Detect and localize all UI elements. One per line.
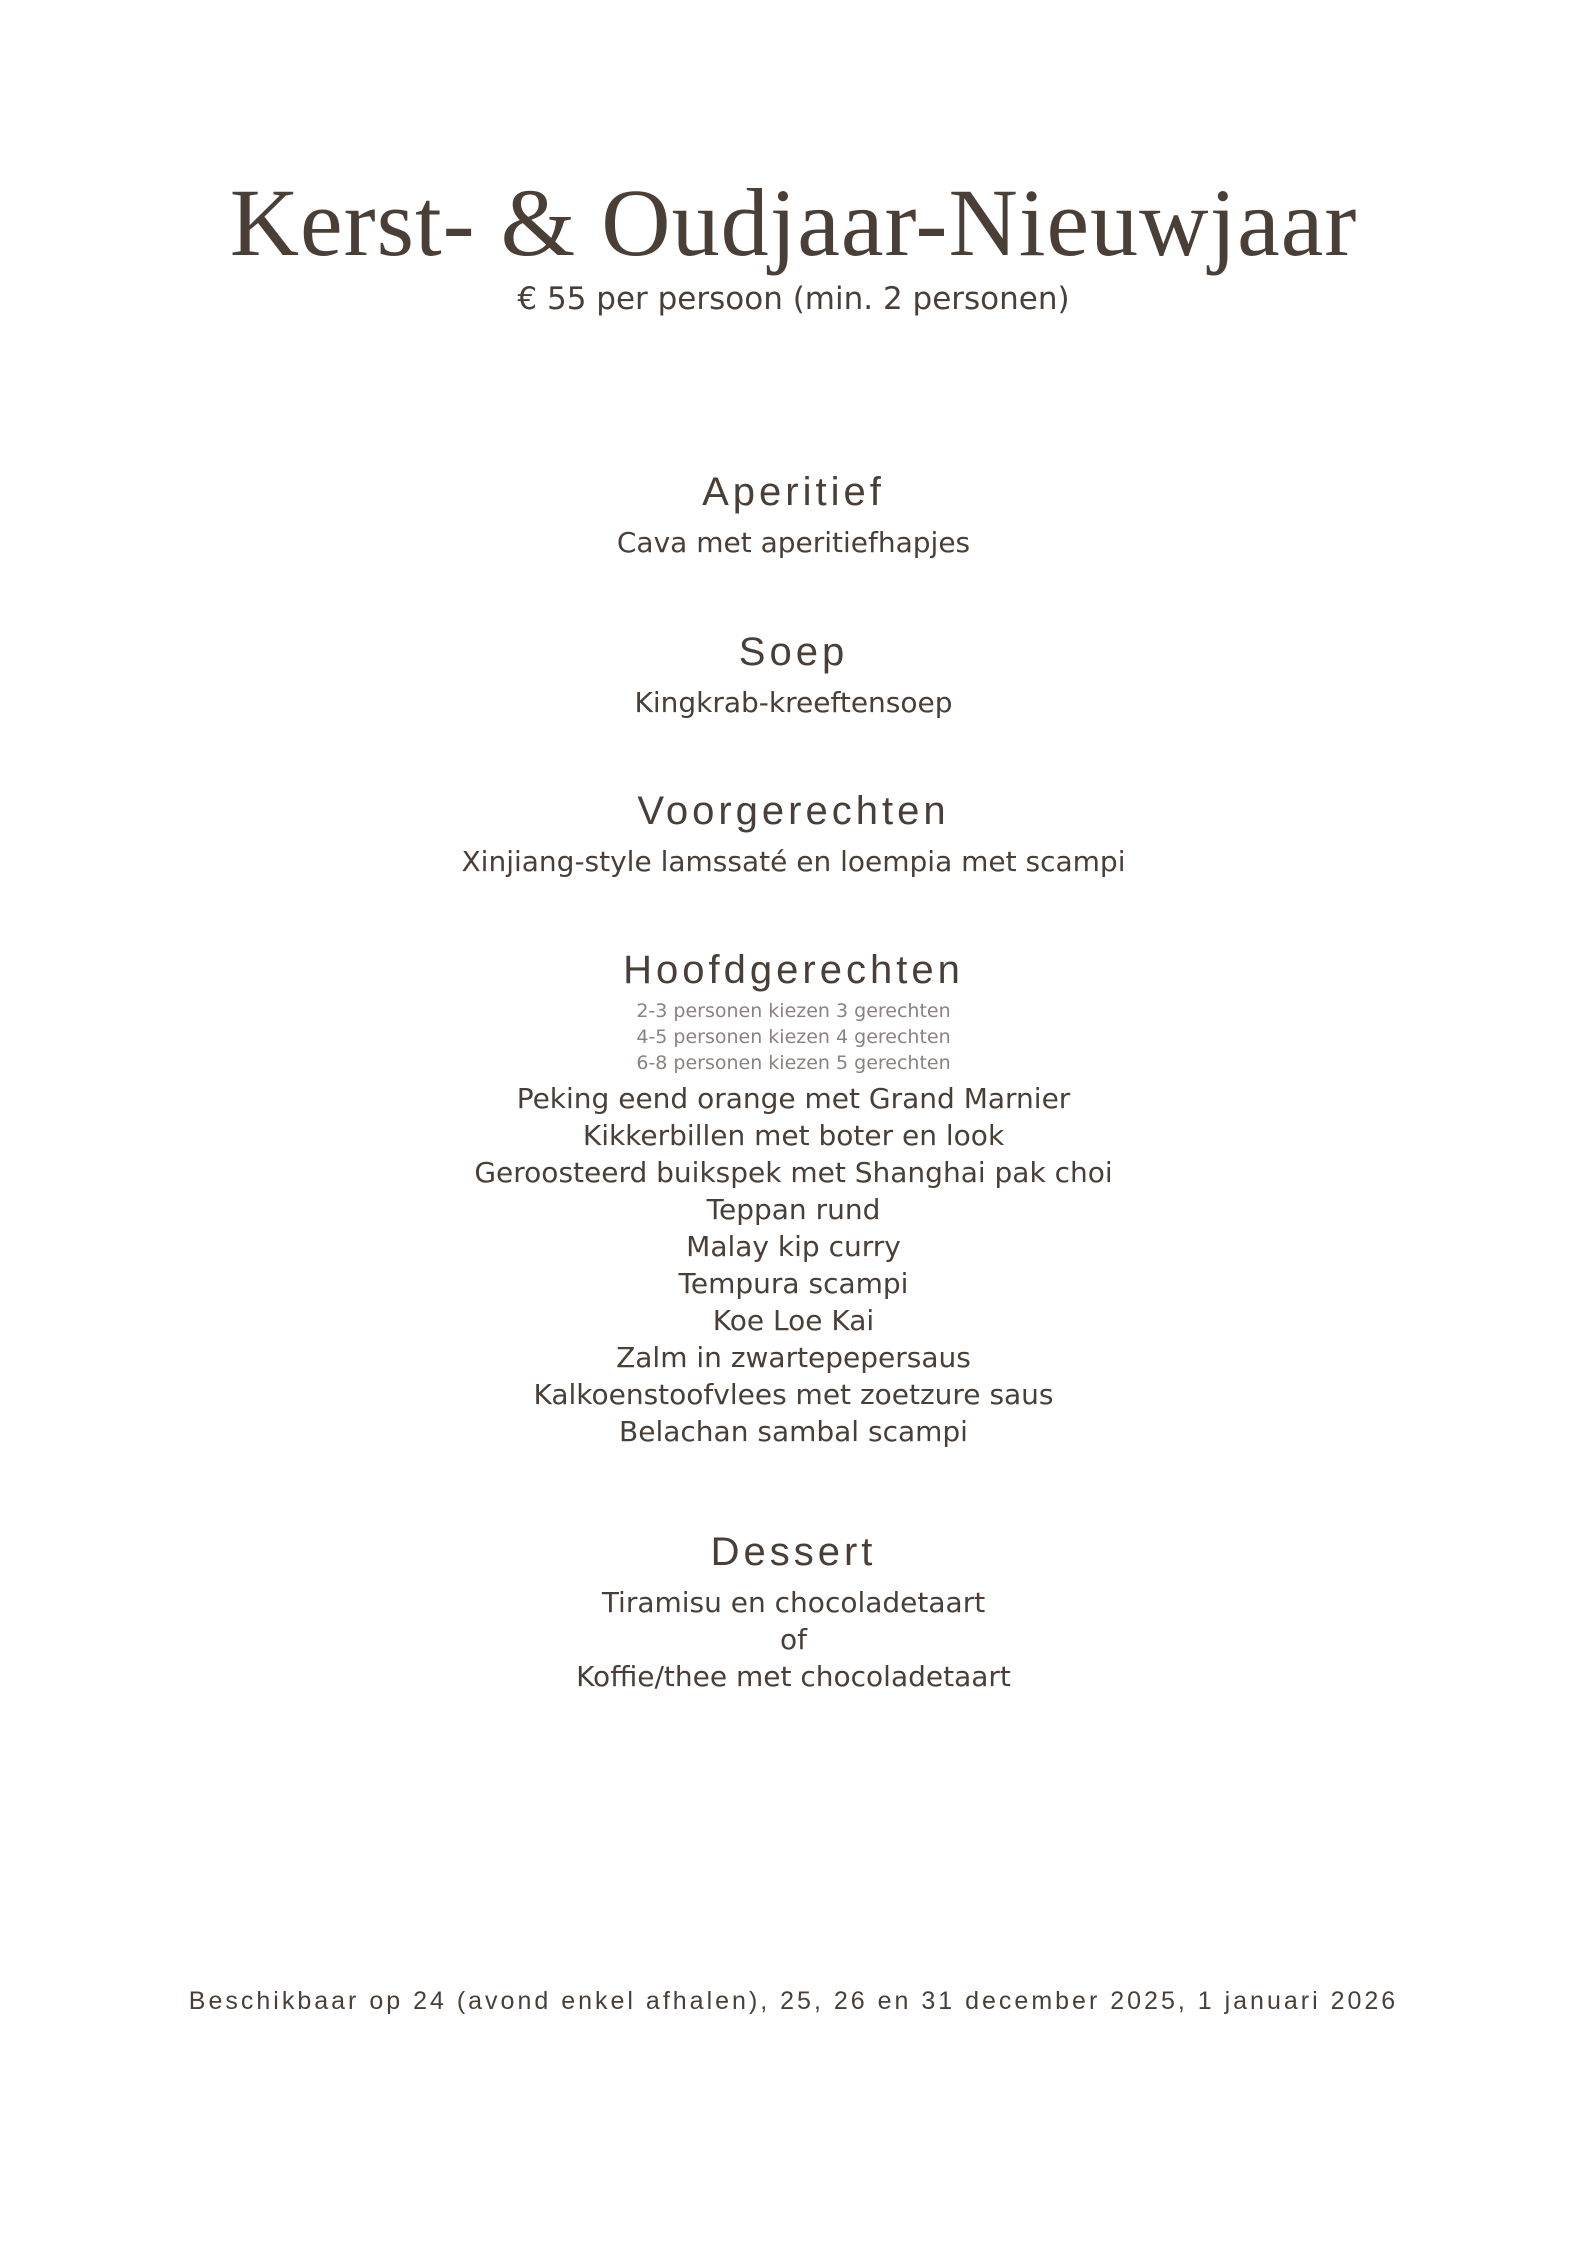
menu-item: Tiramisu en chocoladetaart	[601, 1586, 986, 1619]
menu-item: Teppan rund	[706, 1193, 881, 1226]
section-title-aperitief: Aperitief	[702, 470, 885, 514]
menu-item: Koe Loe Kai	[712, 1304, 875, 1337]
menu-item: Kikkerbillen met boter en look	[582, 1119, 1005, 1152]
section-aperitief	[0, 468, 1587, 561]
menu-item: Tempura scampi	[678, 1267, 909, 1300]
menu-item: Koffie/thee met chocoladetaart	[576, 1660, 1011, 1693]
section-hoofdgerechten	[0, 946, 1587, 1450]
portion-note: 2-3 personen kiezen 3 gerechten	[636, 1000, 951, 1022]
menu-item: Cava met aperitiefhapjes	[616, 526, 971, 559]
menu-item: Xinjiang-style lamssaté en loempia met scampi	[461, 845, 1126, 878]
section-title-hoofdgerechten: Hoofdgerechten	[623, 948, 964, 992]
section-soep	[0, 628, 1587, 721]
menu-item: Belachan sambal scampi	[619, 1415, 968, 1448]
menu-item: Peking eend orange met Grand Marnier	[516, 1082, 1071, 1115]
menu-item: Kingkrab-kreeftensoep	[634, 686, 953, 719]
section-voorgerechten	[0, 787, 1587, 880]
section-title-voorgerechten: Voorgerechten	[637, 789, 950, 833]
portion-note: 6-8 personen kiezen 5 gerechten	[636, 1052, 951, 1074]
price-subtitle: € 55 per persoon (min. 2 personen)	[517, 281, 1070, 317]
menu-item: Kalkoenstoofvlees met zoetzure saus	[533, 1378, 1054, 1411]
page-title: Kerst- & Oudjaar-Nieuwjaar	[229, 169, 1358, 276]
section-title-soep: Soep	[738, 630, 849, 674]
portion-note: 4-5 personen kiezen 4 gerechten	[636, 1026, 951, 1048]
availability-footer: Beschikbaar op 24 (avond enkel afhalen), 25, 26 en 31 december 2025, 1 januari 2026	[188, 1987, 1399, 2015]
menu-item: Zalm in zwartepepersaus	[616, 1341, 971, 1374]
menu-item: Geroosteerd buikspek met Shanghai pak choi	[474, 1156, 1113, 1189]
menu-item: of	[780, 1623, 807, 1656]
section-dessert	[0, 1528, 1587, 1695]
section-title-dessert: Dessert	[710, 1530, 877, 1574]
menu-item: Malay kip curry	[686, 1230, 901, 1263]
